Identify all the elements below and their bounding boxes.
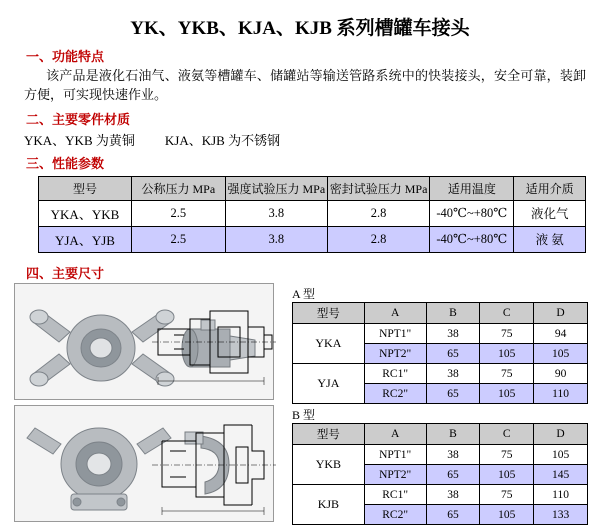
- dim-b-cell: 105: [480, 465, 534, 485]
- dim-a-col-c: C: [480, 303, 534, 324]
- dim-a-cell: 94: [534, 324, 588, 344]
- perf-cell: YKA、YKB: [39, 200, 132, 226]
- dim-b-cell: 38: [426, 445, 480, 465]
- section-heading-performance: 三、性能参数: [26, 155, 105, 171]
- dim-b-cell: RC2": [364, 505, 426, 525]
- table-header-row: [39, 176, 586, 200]
- section-body-features: [24, 67, 586, 105]
- dim-b-col-a: A: [364, 424, 426, 445]
- perf-cell: 2.8: [327, 226, 429, 252]
- section-heading-dimensions: 四、主要尺寸: [26, 265, 105, 281]
- type-a-label: A 型: [292, 287, 316, 301]
- dim-b-cell: NPT2": [364, 465, 426, 485]
- dim-a-col-a: A: [364, 303, 426, 324]
- technical-drawing-type-a: [152, 289, 276, 400]
- dim-b-cell: 110: [534, 485, 588, 505]
- perf-col-medium: 适用介质: [514, 176, 586, 200]
- perf-cell: 液 氨: [514, 226, 586, 252]
- dim-b-col-d: D: [534, 424, 588, 445]
- dim-a-cell: 75: [480, 364, 534, 384]
- table-row: [293, 485, 588, 505]
- section-heading-features: 一、功能特点: [26, 49, 105, 64]
- table-row: [39, 200, 586, 226]
- perf-col-strength-test: 强度试验压力 MPa: [225, 176, 327, 200]
- table-row: [39, 226, 586, 252]
- technical-drawing-type-b: [152, 411, 276, 522]
- dim-a-col-d: D: [534, 303, 588, 324]
- document-page: [0, 13, 600, 529]
- dim-a-cell: 90: [534, 364, 588, 384]
- dim-b-cell: YKB: [293, 445, 365, 485]
- dim-a-cell: YJA: [293, 364, 365, 404]
- material-stainless: KJA、KJB 为不锈钢: [164, 132, 281, 148]
- performance-table: [38, 176, 586, 253]
- perf-cell: 2.5: [131, 200, 225, 226]
- dim-a-cell: RC2": [364, 384, 426, 404]
- table-header-row: [293, 303, 588, 324]
- dim-b-col-b: B: [426, 424, 480, 445]
- table-row: [293, 324, 588, 344]
- dim-a-cell: 75: [480, 324, 534, 344]
- dim-b-cell: NPT1": [364, 445, 426, 465]
- dim-a-cell: 38: [426, 364, 480, 384]
- drawing-a-graphic: [152, 289, 276, 395]
- dim-a-col-model: 型号: [293, 303, 365, 324]
- dim-b-cell: 105: [534, 445, 588, 465]
- dim-a-cell: NPT2": [364, 344, 426, 364]
- dim-a-cell: 65: [426, 344, 480, 364]
- perf-col-model: 型号: [39, 176, 132, 200]
- table-header-row: [293, 424, 588, 445]
- dim-b-cell: 145: [534, 465, 588, 485]
- dimension-table-type-a: [292, 302, 588, 404]
- perf-cell: 2.8: [327, 200, 429, 226]
- perf-cell: -40℃~+80℃: [430, 226, 514, 252]
- perf-cell: 3.8: [225, 200, 327, 226]
- perf-col-seal-test: 密封试验压力 MPa: [327, 176, 429, 200]
- dim-b-cell: 75: [480, 485, 534, 505]
- page-title: YK、YKB、KJA、KJB 系列槽罐车接头: [130, 18, 470, 39]
- dim-a-cell: 110: [534, 384, 588, 404]
- dim-a-cell: 105: [480, 384, 534, 404]
- material-brass: YKA、YKB 为黄铜: [24, 132, 135, 148]
- perf-cell: 2.5: [131, 226, 225, 252]
- dim-b-cell: KJB: [293, 485, 365, 525]
- table-row: [293, 445, 588, 465]
- drawing-b-graphic: [152, 411, 276, 517]
- dim-a-cell: 105: [534, 344, 588, 364]
- features-text: 该产品是液化石油气、液氨等槽罐车、储罐站等输送管路系统中的快装接头，安全可靠，装卸方便，可实现快速作业。: [24, 68, 586, 102]
- section-heading-materials: 二、主要零件材质: [26, 111, 131, 127]
- dim-a-cell: 65: [426, 384, 480, 404]
- dim-b-cell: 105: [480, 505, 534, 525]
- table-row: [293, 364, 588, 384]
- dim-a-cell: NPT1": [364, 324, 426, 344]
- dim-b-cell: 75: [480, 445, 534, 465]
- type-b-label: B 型: [292, 408, 316, 422]
- dim-a-cell: YKA: [293, 324, 365, 364]
- dim-b-col-c: C: [480, 424, 534, 445]
- dim-a-cell: 105: [480, 344, 534, 364]
- dim-a-cell: RC1": [364, 364, 426, 384]
- section-body-materials: [24, 130, 586, 149]
- perf-col-nominal-pressure: 公称压力 MPa: [131, 176, 225, 200]
- dim-b-cell: 133: [534, 505, 588, 525]
- perf-cell: 3.8: [225, 226, 327, 252]
- perf-cell: YJA、YJB: [39, 226, 132, 252]
- dim-b-cell: 38: [426, 485, 480, 505]
- dim-b-cell: 65: [426, 505, 480, 525]
- dim-b-col-model: 型号: [293, 424, 365, 445]
- dim-b-cell: RC1": [364, 485, 426, 505]
- perf-col-temperature: 适用温度: [430, 176, 514, 200]
- perf-cell: -40℃~+80℃: [430, 200, 514, 226]
- dimension-table-type-b: [292, 423, 588, 525]
- dim-a-cell: 38: [426, 324, 480, 344]
- dim-a-col-b: B: [426, 303, 480, 324]
- perf-cell: 液化气: [514, 200, 586, 226]
- dim-b-cell: 65: [426, 465, 480, 485]
